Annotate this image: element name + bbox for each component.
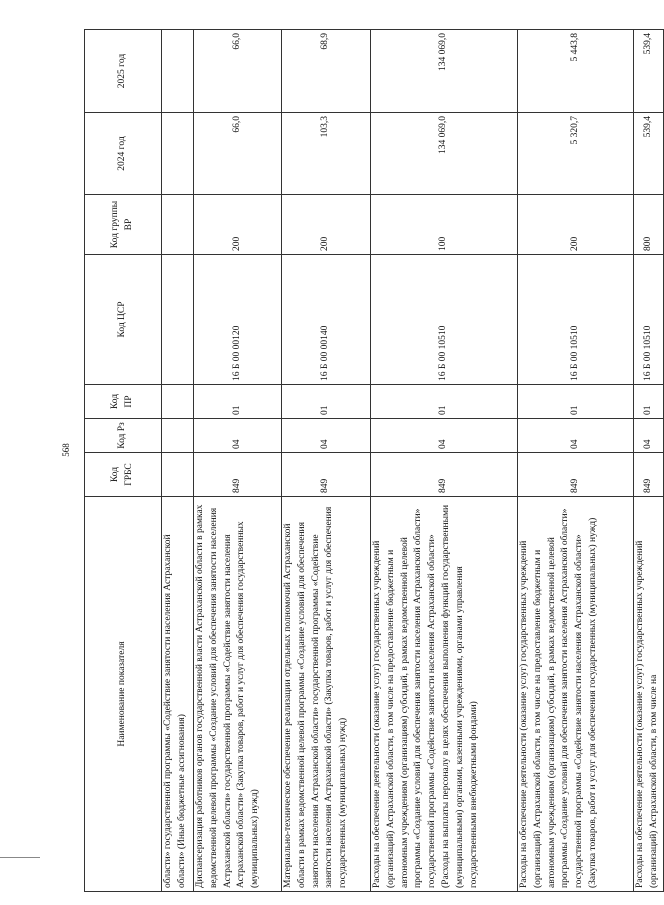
cell-csr: 16 Б 00 10510 [634, 255, 664, 385]
table-header-row [85, 30, 162, 892]
cell-grbs: 849 [634, 453, 664, 497]
cell-vr: 200 [194, 195, 282, 255]
cell-rz [162, 419, 194, 453]
header-name: Наименование показателя [85, 497, 162, 892]
cell-grbs: 849 [518, 453, 634, 497]
budget-table [84, 29, 664, 892]
cell-name: Расходы на обеспечение деятельности (оказание услуг) государственных учреждений (организаций) Астраханской области, в том числе на предоставление бюджетным и автономным учреждениям (организациям) субсидий, в рамках ведомственной целевой программы «Создание условий для обеспечения занятости населения Астраханской области» государственной программы «Содействие занятости населения Астраханской области» (Расходы на выплаты персоналу в целях обеспечения выполнения функций государственными (муниципальными) органами, казенными учреждениями, органами управления государственными внебюджетными фондами) [371, 497, 518, 892]
table-row [282, 30, 371, 892]
cell-2024: 103,3 [282, 113, 371, 195]
cell-2025: 68,9 [282, 30, 371, 113]
table-row [162, 30, 194, 892]
cell-rz: 04 [634, 419, 664, 453]
cell-csr: 16 Б 00 10510 [518, 255, 634, 385]
cell-2025: 539,4 [634, 30, 664, 113]
header-2025: 2025 год [85, 30, 162, 113]
cell-vr: 200 [282, 195, 371, 255]
cell-grbs: 849 [194, 453, 282, 497]
cell-name: Материально-техническое обеспечение реализации отдельных полномочий Астраханской области в рамках ведомственной целевой программы «Создание условий для обеспечения занятости населения Астраханской области» государственной программы «Содействие занятости населения Астраханской области» (Закупка товаров, работ и услуг для обеспечения государственных (муниципальных) нужд) [282, 497, 371, 892]
cell-vr [162, 195, 194, 255]
rotated-budget-table [84, 30, 659, 892]
table-row [194, 30, 282, 892]
table-row [634, 30, 664, 892]
table-row [371, 30, 518, 892]
cell-rz: 04 [194, 419, 282, 453]
header-pr: Код ПР [85, 385, 162, 419]
cell-name: области» государственной программы «Содействие занятости населения Астраханской области» (Иные бюджетные ассигнования) [162, 497, 194, 892]
cell-csr [162, 255, 194, 385]
cell-rz: 04 [282, 419, 371, 453]
cell-2024: 134 069,0 [371, 113, 518, 195]
cell-rz: 04 [518, 419, 634, 453]
cell-pr: 01 [282, 385, 371, 419]
cell-csr: 16 Б 00 00140 [282, 255, 371, 385]
cell-2025: 66,0 [194, 30, 282, 113]
cell-rz: 04 [371, 419, 518, 453]
cell-grbs: 849 [371, 453, 518, 497]
cell-2024 [162, 113, 194, 195]
cell-csr: 16 Б 00 00120 [194, 255, 282, 385]
cell-csr: 16 Б 00 10510 [371, 255, 518, 385]
cell-2025 [162, 30, 194, 113]
header-grbs: Код ГРБС [85, 453, 162, 497]
cell-grbs [162, 453, 194, 497]
cell-pr: 01 [634, 385, 664, 419]
header-csr: Код ЦСР [85, 255, 162, 385]
cell-2025: 5 443,8 [518, 30, 634, 113]
page-number: 568 [61, 443, 71, 457]
cell-pr [162, 385, 194, 419]
table-row [518, 30, 634, 892]
cell-grbs: 849 [282, 453, 371, 497]
cell-2024: 5 320,7 [518, 113, 634, 195]
cell-pr: 01 [371, 385, 518, 419]
header-2024: 2024 год [85, 113, 162, 195]
cell-vr: 100 [371, 195, 518, 255]
cell-pr: 01 [518, 385, 634, 419]
header-rz: Код Рз [85, 419, 162, 453]
cell-name: Расходы на обеспечение деятельности (оказание услуг) государственных учреждений (организаций) Астраханской области, в том числе на предоставление бюджетным и автономным учреждениям (организациям) субсидий, в рамках ведомственной целевой программы «Создание условий для обеспечения занятости населения Астраханской области» государственной программы «Содействие занятости населения Астраханской области» (Закупка товаров, работ и услуг для обеспечения государственных (муниципальных) нужд) [518, 497, 634, 892]
cell-2024: 539,4 [634, 113, 664, 195]
scan-edge-line [0, 857, 40, 858]
cell-vr: 200 [518, 195, 634, 255]
cell-name: Диспансеризация работников органов государственной власти Астраханской области в рамках ведомственной целевой программы «Создание условий для обеспечения занятости населения Астраханской области» государственной программы «Содействие занятости населения Астраханской области» (Закупка товаров, работ и услуг для обеспечения государственных (муниципальных) нужд) [194, 497, 282, 892]
cell-name: Расходы на обеспечение деятельности (оказание услуг) государственных учреждений (организаций) Астраханской области, в том числе на [634, 497, 664, 892]
cell-2024: 66,0 [194, 113, 282, 195]
cell-2025: 134 069,0 [371, 30, 518, 113]
cell-vr: 800 [634, 195, 664, 255]
cell-pr: 01 [194, 385, 282, 419]
header-vr: Код группы ВР [85, 195, 162, 255]
